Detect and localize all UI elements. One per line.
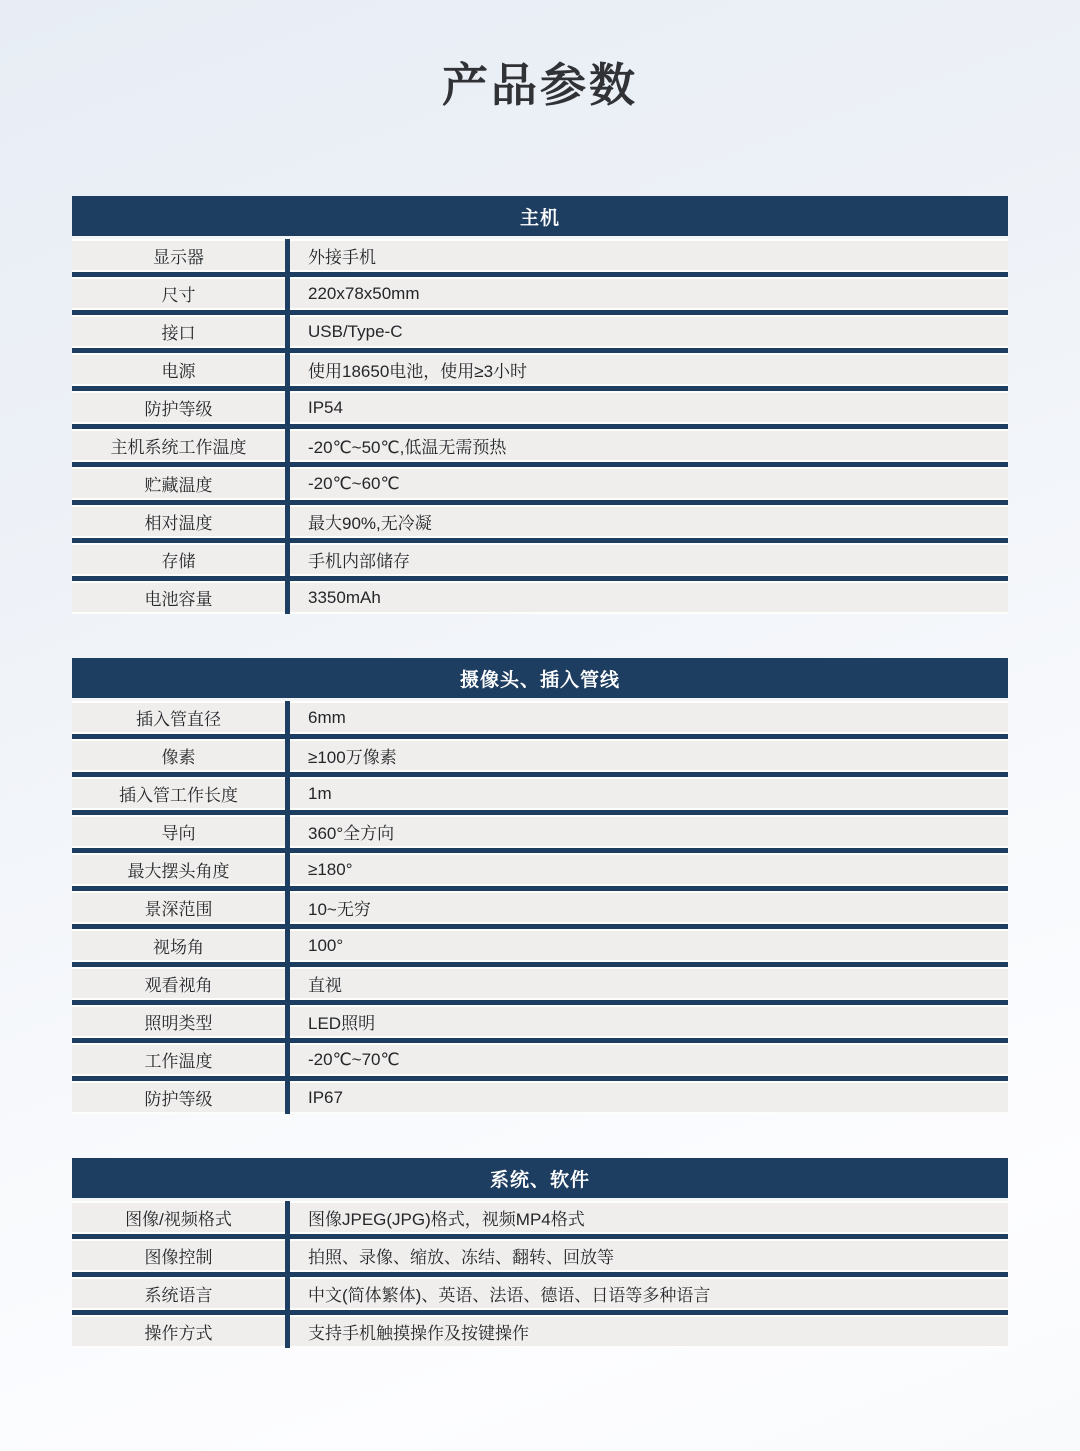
table-row: [72, 1272, 1008, 1310]
row-value: 手机内部储存: [308, 552, 410, 571]
row-value: 支持手机触摸操作及按键操作: [308, 1324, 529, 1343]
row-value: 图像JPEG(JPG)格式，视频MP4格式: [308, 1210, 585, 1229]
row-value: 使用18650电池，使用≥3小时: [308, 362, 528, 381]
row-label: 操作方式: [72, 1315, 290, 1348]
row-label: 导向: [72, 815, 290, 848]
row-label: 防护等级: [72, 391, 290, 424]
row-label: 视场角: [72, 929, 290, 962]
row-label: 图像控制: [72, 1239, 290, 1272]
row-value: 10~无穷: [308, 900, 371, 919]
table-rows: [72, 1201, 1008, 1348]
table-row: [72, 1310, 1008, 1348]
spec-table: [72, 196, 1008, 614]
spec-table: [72, 658, 1008, 1114]
page-title: 产品参数: [442, 59, 638, 111]
table-row: [72, 848, 1008, 886]
table-header-label: 主机: [519, 207, 560, 229]
table-row: [72, 810, 1008, 848]
row-label: 系统语言: [72, 1277, 290, 1310]
row-label: 相对温度: [72, 505, 290, 538]
row-value: IP54: [308, 397, 343, 417]
table-row: [72, 576, 1008, 614]
row-value: -20℃~70℃: [308, 1049, 400, 1069]
row-label: 最大摆头角度: [72, 853, 290, 886]
spec-table: [72, 1158, 1008, 1348]
row-label: 电源: [72, 353, 290, 386]
row-value: IP67: [308, 1087, 343, 1107]
table-row: [72, 310, 1008, 348]
table-row: [72, 886, 1008, 924]
row-label: 观看视角: [72, 967, 290, 1000]
row-value: 3350mAh: [308, 587, 381, 607]
table-row: [72, 239, 1008, 272]
table-row: [72, 424, 1008, 462]
table-rows: [72, 239, 1008, 614]
table-header: [72, 196, 1008, 239]
row-label: 贮藏温度: [72, 467, 290, 500]
row-value: -20℃~60℃: [308, 473, 400, 493]
table-row: [72, 1038, 1008, 1076]
row-value: 360°全方向: [308, 824, 395, 843]
table-header: [72, 1158, 1008, 1201]
row-label: 插入管直径: [72, 701, 290, 734]
table-row: [72, 1201, 1008, 1234]
row-value: 最大90%,无冷凝: [308, 514, 432, 533]
table-header-label: 摄像头、插入管线: [459, 669, 620, 691]
table-row: [72, 500, 1008, 538]
row-label: 像素: [72, 739, 290, 772]
row-label: 防护等级: [72, 1081, 290, 1114]
row-label: 存储: [72, 543, 290, 576]
row-value: 220x78x50mm: [308, 283, 420, 303]
row-value: 直视: [308, 976, 342, 995]
table-row: [72, 538, 1008, 576]
row-label: 景深范围: [72, 891, 290, 924]
row-value: 外接手机: [308, 248, 376, 267]
table-row: [72, 348, 1008, 386]
row-label: 主机系统工作温度: [72, 429, 290, 462]
table-row: [72, 1234, 1008, 1272]
table-row: [72, 772, 1008, 810]
row-value: ≥100万像素: [308, 748, 397, 767]
table-header: [72, 658, 1008, 701]
row-value: 100°: [308, 935, 344, 955]
row-value: 拍照、录像、缩放、冻结、翻转、回放等: [308, 1248, 614, 1267]
table-row: [72, 734, 1008, 772]
table-rows: [72, 701, 1008, 1114]
row-value: 中文(简体繁体)、英语、法语、德语、日语等多种语言: [308, 1286, 711, 1305]
row-value: USB/Type-C: [308, 321, 403, 341]
table-header-label: 系统、软件: [489, 1169, 590, 1191]
row-value: -20℃~50℃,低温无需预热: [308, 438, 507, 457]
table-row: [72, 386, 1008, 424]
row-label: 工作温度: [72, 1043, 290, 1076]
row-value: ≥180°: [308, 859, 353, 879]
table-row: [72, 701, 1008, 734]
row-label: 照明类型: [72, 1005, 290, 1038]
row-label: 插入管工作长度: [72, 777, 290, 810]
row-label: 图像/视频格式: [72, 1201, 290, 1234]
row-value: 1m: [308, 783, 332, 803]
row-value: LED照明: [308, 1014, 376, 1033]
table-row: [72, 924, 1008, 962]
table-row: [72, 962, 1008, 1000]
row-label: 电池容量: [72, 581, 290, 614]
row-label: 显示器: [72, 239, 290, 272]
table-row: [72, 1000, 1008, 1038]
row-label: 尺寸: [72, 277, 290, 310]
table-row: [72, 1076, 1008, 1114]
spec-tables: [72, 196, 1008, 1348]
table-row: [72, 272, 1008, 310]
table-row: [72, 462, 1008, 500]
row-value: 6mm: [308, 707, 346, 727]
row-label: 接口: [72, 315, 290, 348]
